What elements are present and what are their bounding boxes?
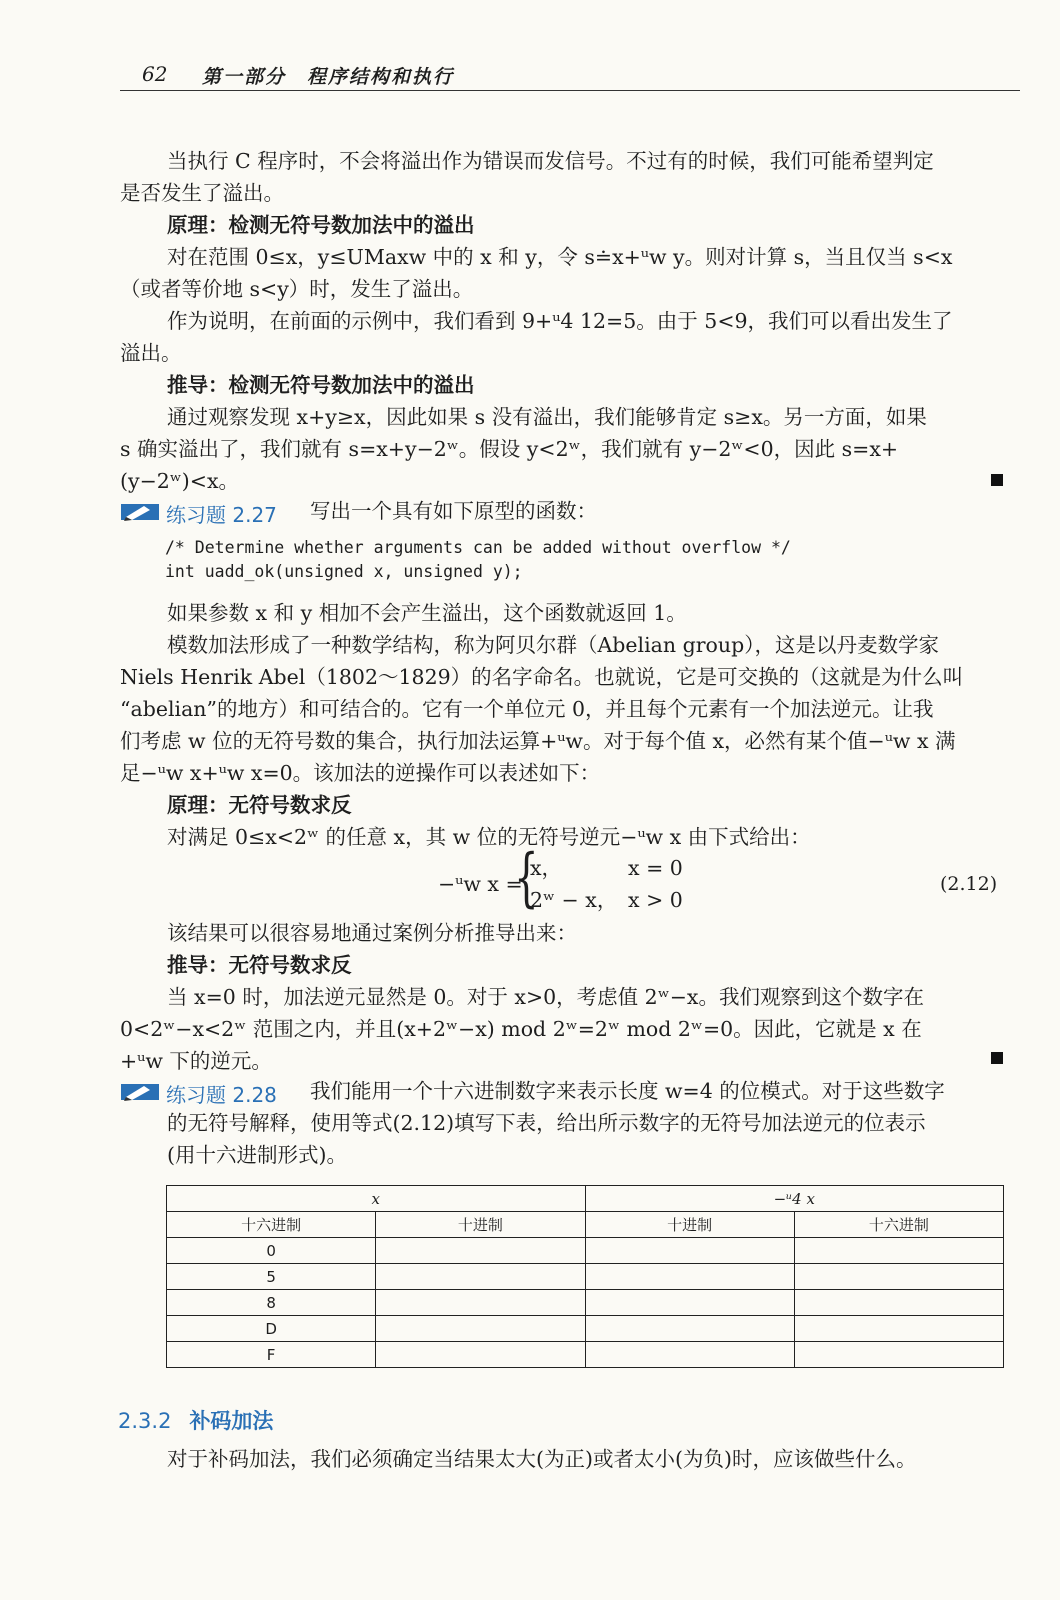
equation-case-condition: x > 0 [628,888,683,912]
paragraph-line: （或者等价地 s<y）时，发生了溢出。 [120,277,474,301]
paragraph-line: 当 x=0 时，加法逆元显然是 0。对于 x>0，考虑值 2ʷ−x。我们观察到这个数字在 [167,985,924,1009]
table-cell-blank[interactable] [794,1316,1003,1342]
table-cell-blank[interactable] [585,1342,794,1368]
table-cell-blank[interactable] [376,1342,585,1368]
paragraph-line: Niels Henrik Abel（1802～1829）的名字命名。也就说，它是可交换的（这就是为什么叫 [120,665,964,689]
table-row [167,1342,1004,1368]
table-header-row [167,1212,1004,1238]
equation-lhs: −ᵘw x = [438,872,523,896]
derivation-title: 推导：无符号数求反 [167,953,352,977]
table-cell-blank[interactable] [376,1290,585,1316]
paragraph-line: 对满足 0≤x<2ʷ 的任意 x，其 w 位的无符号逆元−ᵘw x 由下式给出： [167,825,811,849]
section-number: 2.3.2 [118,1409,172,1433]
table-cell-blank[interactable] [376,1264,585,1290]
paragraph-line: s 确实溢出了，我们就有 s=x+y−2ʷ。假设 y<2ʷ，我们就有 y−2ʷ<0，因此 s=x+ [120,437,899,461]
table-cell-blank[interactable] [376,1238,585,1264]
paragraph-line: 该结果可以很容易地通过案例分析推导出来： [167,921,577,945]
table-cell-hex: 0 [167,1238,376,1264]
paragraph-line: 当执行 C 程序时，不会将溢出作为错误而发信号。不过有的时候，我们可能希望判定 [167,149,934,173]
table-group-negation: −ᵘ4 x [585,1186,1004,1212]
paragraph-line: 如果参数 x 和 y 相加不会产生溢出，这个函数就返回 1。 [167,601,687,625]
exercise-text: 的无符号解释，使用等式(2.12)填写下表，给出所示数字的无符号加法逆元的位表示 [167,1111,926,1135]
table-row [167,1316,1004,1342]
table-header-cell: 十六进制 [167,1212,376,1238]
exercise-prompt: 写出一个具有如下原型的函数： [310,499,597,523]
table-cell-blank[interactable] [376,1316,585,1342]
table-cell-hex: F [167,1342,376,1368]
exercise-label: 练习题 2.27 [166,503,277,527]
table-cell-blank[interactable] [794,1264,1003,1290]
table-row [167,1238,1004,1264]
equation-case-value: x， [530,856,563,880]
table-cell-blank[interactable] [794,1290,1003,1316]
table-cell-hex: D [167,1316,376,1342]
paragraph-line: 对在范围 0≤x，y≤UMaxw 中的 x 和 y，令 s≐x+ᵘw y。则对计算 s，当且仅当 s<x [167,245,953,269]
equation-case-condition: x = 0 [628,856,683,880]
code-line: int uadd_ok(unsigned x, unsigned y); [165,562,523,581]
running-header [120,58,1020,91]
part-title: 第一部分 程序结构和执行 [202,66,455,88]
table-group-header-row [167,1186,1004,1212]
paragraph-line: 模数加法形成了一种数学结构，称为阿贝尔群（Abelian group），这是以丹麦数学家 [167,633,939,657]
paragraph-line: 们考虑 w 位的无符号数的集合，执行加法运算+ᵘw。对于每个值 x，必然有某个值−ᵘw x 满 [120,729,956,753]
paragraph-line: 对于补码加法，我们必须确定当结果太大(为正)或者太小(为负)时，应该做些什么。 [167,1447,917,1471]
exercise-label: 练习题 2.28 [166,1083,277,1107]
exercise-pencil-icon [120,1080,160,1102]
table-cell-blank[interactable] [794,1342,1003,1368]
table-row [167,1290,1004,1316]
exercise-table [166,1185,1004,1368]
page-number: 62 [142,62,168,86]
code-line: /* Determine whether arguments can be added without overflow */ [165,538,791,557]
table-cell-blank[interactable] [585,1238,794,1264]
table-cell-hex: 5 [167,1264,376,1290]
paragraph-line: 溢出。 [120,341,182,365]
exercise-pencil-icon [120,500,160,522]
end-of-proof-square-icon [991,474,1003,486]
table-header-cell: 十进制 [376,1212,585,1238]
derivation-title: 推导：检测无符号数加法中的溢出 [167,373,475,397]
table-header-cell: 十进制 [585,1212,794,1238]
equation-case-value: 2ʷ − x， [530,888,618,912]
paragraph-line: 0<2ʷ−x<2ʷ 范围之内，并且(x+2ʷ−x) mod 2ʷ=2ʷ mod 2ʷ=0。因此，它就是 x 在 [120,1017,922,1041]
section-heading [118,1405,273,1435]
equation-number: (2.12) [940,873,998,895]
table-group-x: x [167,1186,586,1212]
table-header-cell: 十六进制 [794,1212,1003,1238]
table-cell-hex: 8 [167,1290,376,1316]
table-cell-blank[interactable] [585,1290,794,1316]
principle-title: 原理：无符号数求反 [167,793,352,817]
exercise-text: 我们能用一个十六进制数字来表示长度 w=4 的位模式。对于这些数字 [310,1079,945,1103]
paragraph-line: “abelian”的地方）和可结合的。它有一个单位元 0，并且每个元素有一个加法逆元。让我 [120,697,934,721]
paragraph-line: +ᵘw 下的逆元。 [120,1049,272,1073]
table-cell-blank[interactable] [794,1238,1003,1264]
paragraph-line: (y−2ʷ)<x。 [120,469,240,493]
exercise-text: (用十六进制形式)。 [167,1143,347,1167]
paragraph-line: 通过观察发现 x+y≥x，因此如果 s 没有溢出，我们能够肯定 s≥x。另一方面，如果 [167,405,927,429]
table-cell-blank[interactable] [585,1264,794,1290]
paragraph-line: 是否发生了溢出。 [120,181,284,205]
paragraph-line: 作为说明，在前面的示例中，我们看到 9+ᵘ4 12=5。由于 5<9，我们可以看出发生了 [167,309,953,333]
table-cell-blank[interactable] [585,1316,794,1342]
principle-title: 原理：检测无符号数加法中的溢出 [167,213,475,237]
paragraph-line: 足−ᵘw x+ᵘw x=0。该加法的逆操作可以表述如下： [120,761,601,785]
section-title: 补码加法 [189,1409,274,1433]
equation-brace: { [514,841,539,915]
table-row [167,1264,1004,1290]
end-of-proof-square-icon [991,1052,1003,1064]
